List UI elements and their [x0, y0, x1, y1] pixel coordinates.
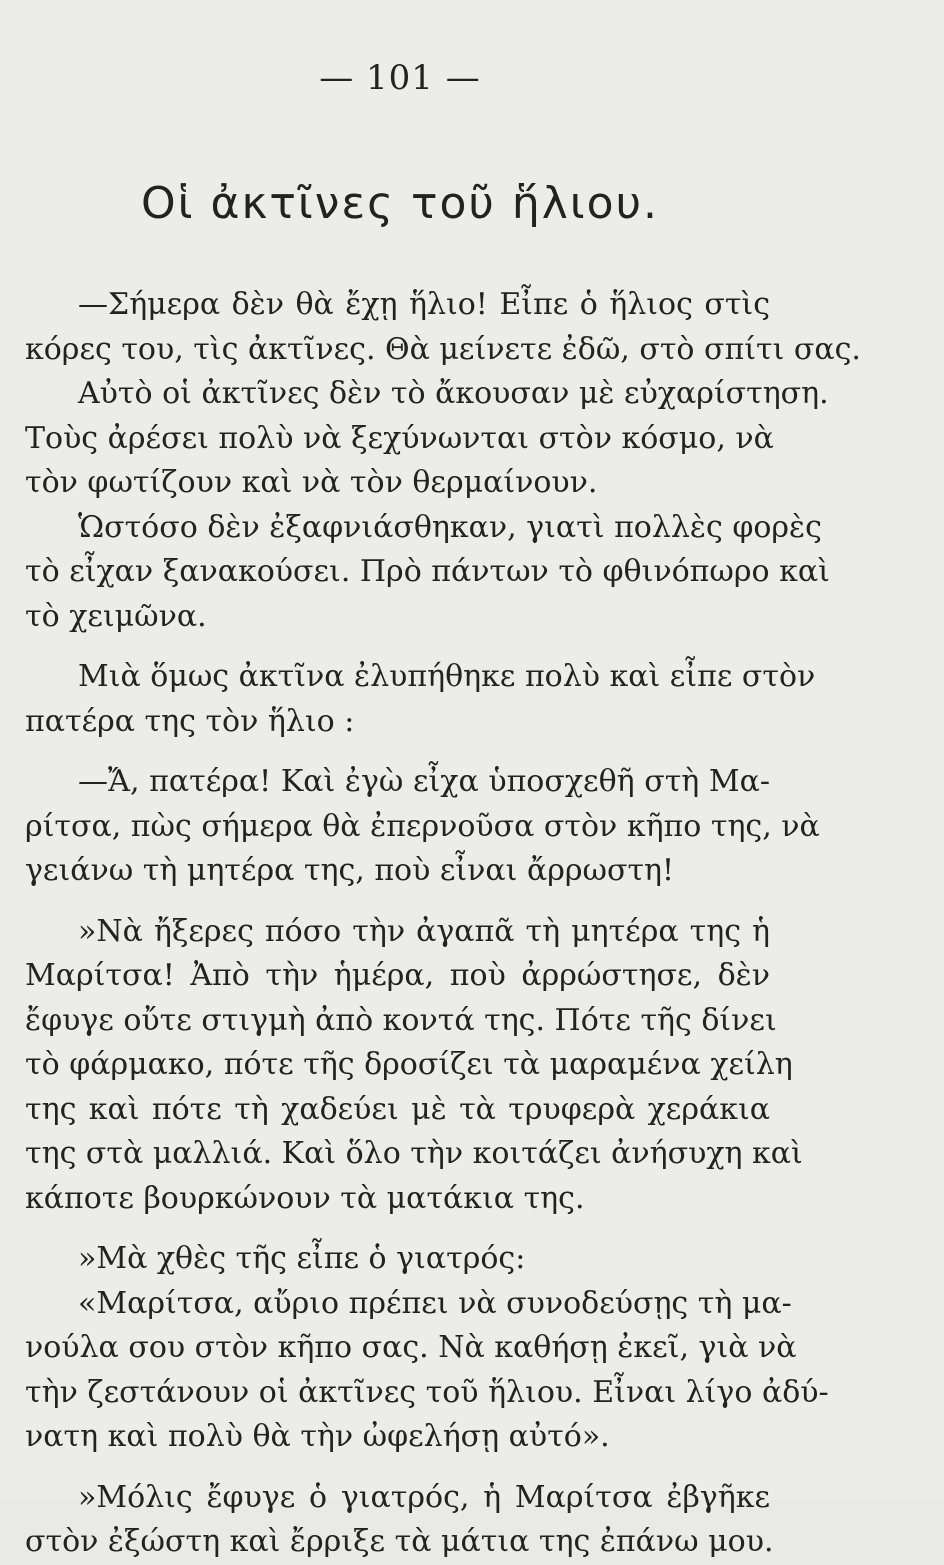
text-line: ἔφυγε οὔτε στιγμὴ ἀπὸ κοντά της. Πότε τῆς δίνει [25, 1002, 777, 1038]
text-line: »Νὰ ἤξερες πόσο τὴν ἀγαπᾶ τὴ μητέρα της ἡ [78, 913, 770, 949]
text-line: »Μὰ χθὲς τῆς εἶπε ὁ γιατρός: [78, 1241, 526, 1276]
text-line: τὸ χειμῶνα. [25, 598, 207, 634]
text-line: τὸ εἶχαν ξανακούσει. Πρὸ πάντων τὸ φθινόπωρο καὶ [25, 554, 830, 589]
text-line: γειάνω τὴ μητέρα της, ποὺ εἶναι ἄρρωστη! [25, 853, 675, 888]
text-line: τὸν φωτίζουν καὶ νὰ τὸν θερμαίνουν. [25, 465, 598, 500]
text-line: κόρες του, τὶς ἀκτῖνες. Θὰ μείνετε ἐδῶ, στὸ σπίτι σας. [25, 331, 861, 367]
body-text [25, 283, 861, 1565]
text-line: στὸν ἐξώστη καὶ ἔρριξε τὰ μάτια της ἐπάνω μου. [25, 1524, 774, 1559]
text-line: Μιὰ ὅμως ἀκτῖνα ἐλυπήθηκε πολὺ καὶ εἶπε στὸν [78, 659, 816, 694]
text-line: τὸ φάρμακο, πότε τῆς δροσίζει τὰ μαραμένα χείλη [25, 1047, 793, 1082]
page-number: — 101 — [319, 58, 481, 98]
text-line: Μαρίτσα! Ἀπὸ τὴν ἡμέρα, ποὺ ἀρρώστησε, δὲν [25, 958, 770, 993]
text-line: κάποτε βουρκώνουν τὰ ματάκια της. [25, 1180, 585, 1216]
text-line: ρίτσα, πὼς σήμερα θὰ ἐπερνοῦσα στὸν κῆπο της, νὰ [25, 808, 820, 844]
text-line: πατέρα της τὸν ἥλιο : [25, 703, 355, 739]
text-line: τὴν ζεστάνουν οἱ ἀκτῖνες τοῦ ἥλιου. Εἶναι λίγο ἀδύ- [25, 1374, 829, 1410]
text-line: της καὶ πότε τὴ χαδεύει μὲ τὰ τρυφερὰ χεράκια [25, 1091, 770, 1127]
text-line: —Σήμερα δὲν θὰ ἔχῃ ἥλιο! Εἶπε ὁ ἥλιος στὶς [78, 287, 770, 322]
text-line: Ὡστόσο δὲν ἐξαφνιάσθηκαν, γιατὶ πολλὲς φορὲς [78, 509, 822, 545]
text-line: «Μαρίτσα, αὔριο πρέπει νὰ συνοδεύσῃς τὴ μα- [78, 1285, 792, 1321]
text-line: της στὰ μαλλιά. Καὶ ὅλο τὴν κοιτάζει ἀνήσυχη καὶ [25, 1136, 803, 1171]
text-line: —Ἄ, πατέρα! Καὶ ἐγὼ εἶχα ὑποσχεθῆ στὴ Μα- [78, 764, 770, 799]
text-line: νούλα σου στὸν κῆπο σας. Νὰ καθήσῃ ἐκεῖ, γιὰ νὰ [25, 1330, 797, 1365]
text-line: Αὐτὸ οἱ ἀκτῖνες δὲν τὸ ἄκουσαν μὲ εὐχαρίστηση. [78, 376, 829, 411]
text-line: νατη καὶ πολὺ θὰ τὴν ὠφελήσῃ αὐτό». [25, 1419, 610, 1454]
text-line: »Μόλις ἔφυγε ὁ γιατρός, ἡ Μαρίτσα ἐβγῆκε [78, 1479, 770, 1515]
text-line: Τοὺς ἀρέσει πολὺ νὰ ξεχύνωνται στὸν κόσμο, νὰ [25, 420, 774, 456]
chapter-title: Οἱ ἀκτῖνες τοῦ ἥλιου. [140, 178, 660, 229]
